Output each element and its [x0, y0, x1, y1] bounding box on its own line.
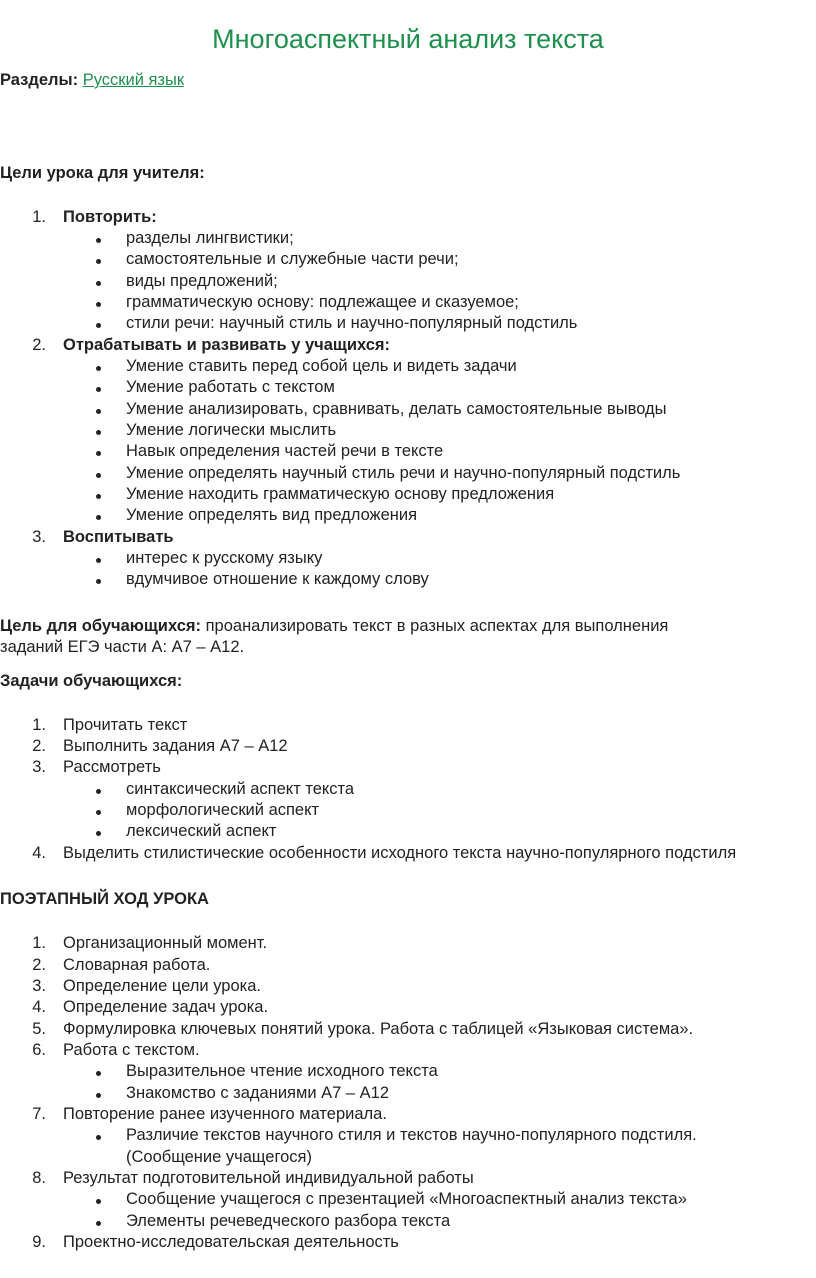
bullet-icon	[96, 409, 101, 414]
student-goal-label: Цель для обучающихся:	[0, 617, 202, 635]
list-item: Умение ставить перед собой цель и видеть задачи	[126, 357, 517, 375]
bullet-icon	[96, 579, 101, 584]
list-item: Умение определять вид предложения	[126, 506, 418, 524]
bullet-icon	[96, 515, 101, 520]
list-number: 1.	[32, 208, 46, 226]
list-item: Работа с текстом.	[63, 1041, 200, 1059]
bullet-icon	[96, 831, 101, 836]
list-item: Умение анализировать, сравнивать, делать самостоятельные выводы	[126, 400, 667, 418]
list-item: Повторение ранее изученного материала.	[63, 1105, 387, 1123]
list-item: интерес к русскому языку	[126, 549, 323, 567]
bullet-icon	[96, 302, 101, 307]
list-item: Определение цели урока.	[63, 977, 261, 995]
list-item: стили речи: научный стиль и научно-популярный подстиль	[126, 314, 578, 332]
list-item: Знакомство с заданиями А7 – А12	[126, 1084, 390, 1102]
bullet-icon	[96, 238, 101, 243]
list-item: Организационный момент.	[63, 934, 268, 952]
list-number: 5.	[32, 1020, 46, 1038]
list-number: 4.	[32, 998, 46, 1016]
bullet-icon	[96, 387, 101, 392]
list-number: 7.	[32, 1105, 46, 1123]
list-number: 2.	[32, 956, 46, 974]
list-number: 4.	[32, 844, 46, 862]
list-item: морфологический аспект	[126, 801, 320, 819]
list-number: 2.	[32, 737, 46, 755]
list-item: вдумчивое отношение к каждому слову	[126, 570, 429, 588]
list-item: Формулировка ключевых понятий урока. Работа с таблицей «Языковая система».	[63, 1020, 694, 1038]
student-goal-text: проанализировать текст в разных аспектах для выполнения	[201, 617, 669, 635]
list-number: 8.	[32, 1169, 46, 1187]
student-goal	[0, 616, 668, 637]
sections-row	[0, 70, 184, 91]
bullet-icon	[96, 558, 101, 563]
teacher-goals-heading: Цели урока для учителя:	[0, 164, 205, 182]
bullet-icon	[96, 366, 101, 371]
list-item: Результат подготовительной индивидуальной работы	[63, 1169, 474, 1187]
list-item-label: Повторить:	[63, 208, 157, 226]
list-item: Словарная работа.	[63, 956, 211, 974]
list-item: Выполнить задания А7 – А12	[63, 737, 288, 755]
lesson-plan-heading: ПОЭТАПНЫЙ ХОД УРОКА	[0, 890, 209, 908]
bullet-icon	[96, 473, 101, 478]
list-number: 9.	[32, 1233, 46, 1251]
list-item: Выразительное чтение исходного текста	[126, 1062, 438, 1080]
list-number: 3.	[32, 528, 46, 546]
list-item: Выделить стилистические особенности исходного текста научно-популярного подстиля	[63, 844, 737, 862]
bullet-icon	[96, 789, 101, 794]
list-item: Различие текстов научного стиля и текстов научно-популярного подстиля.	[126, 1126, 697, 1144]
bullet-icon	[96, 281, 101, 286]
list-number: 3.	[32, 758, 46, 776]
sections-label: Разделы:	[0, 71, 79, 89]
bullet-icon	[96, 494, 101, 499]
list-item: Умение работать с текстом	[126, 378, 335, 396]
bullet-icon	[96, 1221, 101, 1226]
section-link-russian[interactable]: Русский язык	[82, 71, 185, 89]
list-item: Определение задач урока.	[63, 998, 269, 1016]
list-number: 3.	[32, 977, 46, 995]
page-title: Многоаспектный анализ текста	[212, 24, 604, 54]
list-number: 2.	[32, 336, 46, 354]
list-item-continuation: (Сообщение учащегося)	[126, 1148, 312, 1166]
bullet-icon	[96, 1093, 101, 1098]
list-item: Элементы речеведческого разбора текста	[126, 1212, 451, 1230]
bullet-icon	[96, 1135, 101, 1140]
list-item-label: Воспитывать	[63, 528, 174, 546]
list-item: самостоятельные и служебные части речи;	[126, 250, 459, 268]
list-item: Навык определения частей речи в тексте	[126, 442, 444, 460]
list-number: 6.	[32, 1041, 46, 1059]
list-item: лексический аспект	[126, 822, 277, 840]
list-item: Умение логически мыслить	[126, 421, 337, 439]
list-item-label: Отрабатывать и развивать у учащихся:	[63, 336, 391, 354]
list-item: Умение находить грамматическую основу предложения	[126, 485, 555, 503]
list-number: 1.	[32, 934, 46, 952]
list-item: грамматическую основу: подлежащее и сказуемое;	[126, 293, 519, 311]
list-item: Умение определять научный стиль речи и научно-популярный подстиль	[126, 464, 681, 482]
bullet-icon	[96, 1199, 101, 1204]
list-item: виды предложений;	[126, 272, 278, 290]
list-item: Рассмотреть	[63, 758, 161, 776]
student-goal-continuation: заданий ЕГЭ части А: А7 – А12.	[0, 638, 245, 656]
bullet-icon	[96, 430, 101, 435]
list-item: синтаксический аспект текста	[126, 780, 355, 798]
list-item: разделы лингвистики;	[126, 229, 294, 247]
student-tasks-heading: Задачи обучающихся:	[0, 672, 183, 690]
list-item: Сообщение учащегося с презентацией «Многоаспектный анализ текста»	[126, 1190, 687, 1208]
bullet-icon	[96, 1071, 101, 1076]
bullet-icon	[96, 810, 101, 815]
bullet-icon	[96, 259, 101, 264]
bullet-icon	[96, 323, 101, 328]
list-item: Прочитать текст	[63, 716, 188, 734]
list-item: Проектно-исследовательская деятельность	[63, 1233, 399, 1251]
list-number: 1.	[32, 716, 46, 734]
bullet-icon	[96, 451, 101, 456]
